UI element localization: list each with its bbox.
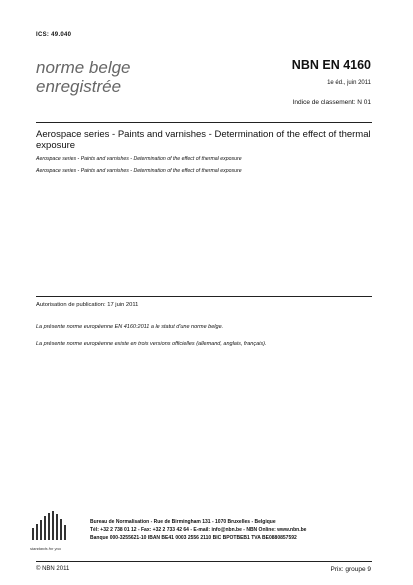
brand-line-2: enregistrée xyxy=(36,77,122,96)
logo-caption: standards for you xyxy=(30,546,61,551)
title-alt-2: Aerospace series - Paints and varnishes - Determination of the effect of thermal exposure xyxy=(36,168,242,174)
standard-number: NBN EN 4160 xyxy=(291,58,371,72)
address-line-3: Banque 000-3255621-10 IBAN BE41 0003 2556 2110 BIC BPOTBEB1 TVA BE0880857592 xyxy=(90,535,297,541)
address-line-1: Bureau de Normalisation - Rue de Birmingham 131 - 1070 Bruxelles - Belgique xyxy=(90,519,276,525)
title-english: Aerospace series - Paints and varnishes - Determination of the effect of thermal exposure xyxy=(36,129,371,151)
price-group: Prix: groupe 9 xyxy=(330,566,371,573)
authorization-date: Autorisation de publication: 17 juin 2011 xyxy=(36,302,139,308)
title-alt-1: Aerospace series - Paints and varnishes - Determination of the effect of thermal exposure xyxy=(36,156,242,162)
classification-index: Indice de classement: N 01 xyxy=(292,99,371,106)
brand-line-1: norme belge xyxy=(36,58,131,77)
divider-bottom xyxy=(36,561,372,562)
brand-title xyxy=(36,58,131,96)
divider-middle xyxy=(36,296,372,297)
statement-status: La présente norme européenne EN 4160:2011 a le statut d'une norme belge. xyxy=(36,324,224,330)
statement-versions: La présente norme européenne existe en trois versions officielles (allemand, anglais, français). xyxy=(36,341,267,347)
edition-date: 1e éd., juin 2011 xyxy=(327,80,371,86)
nbn-logo-mark xyxy=(30,510,74,542)
nbn-logo xyxy=(30,510,74,551)
copyright: © NBN 2011 xyxy=(36,566,70,572)
address-line-2: Tél: +32 2 738 01 12 - Fax: +32 2 733 42 64 - E-mail: info@nbn.be - NBN Online: www.nbn.be xyxy=(90,527,307,533)
divider-top xyxy=(36,122,372,123)
ics-code: ICS: 49.040 xyxy=(36,32,72,38)
